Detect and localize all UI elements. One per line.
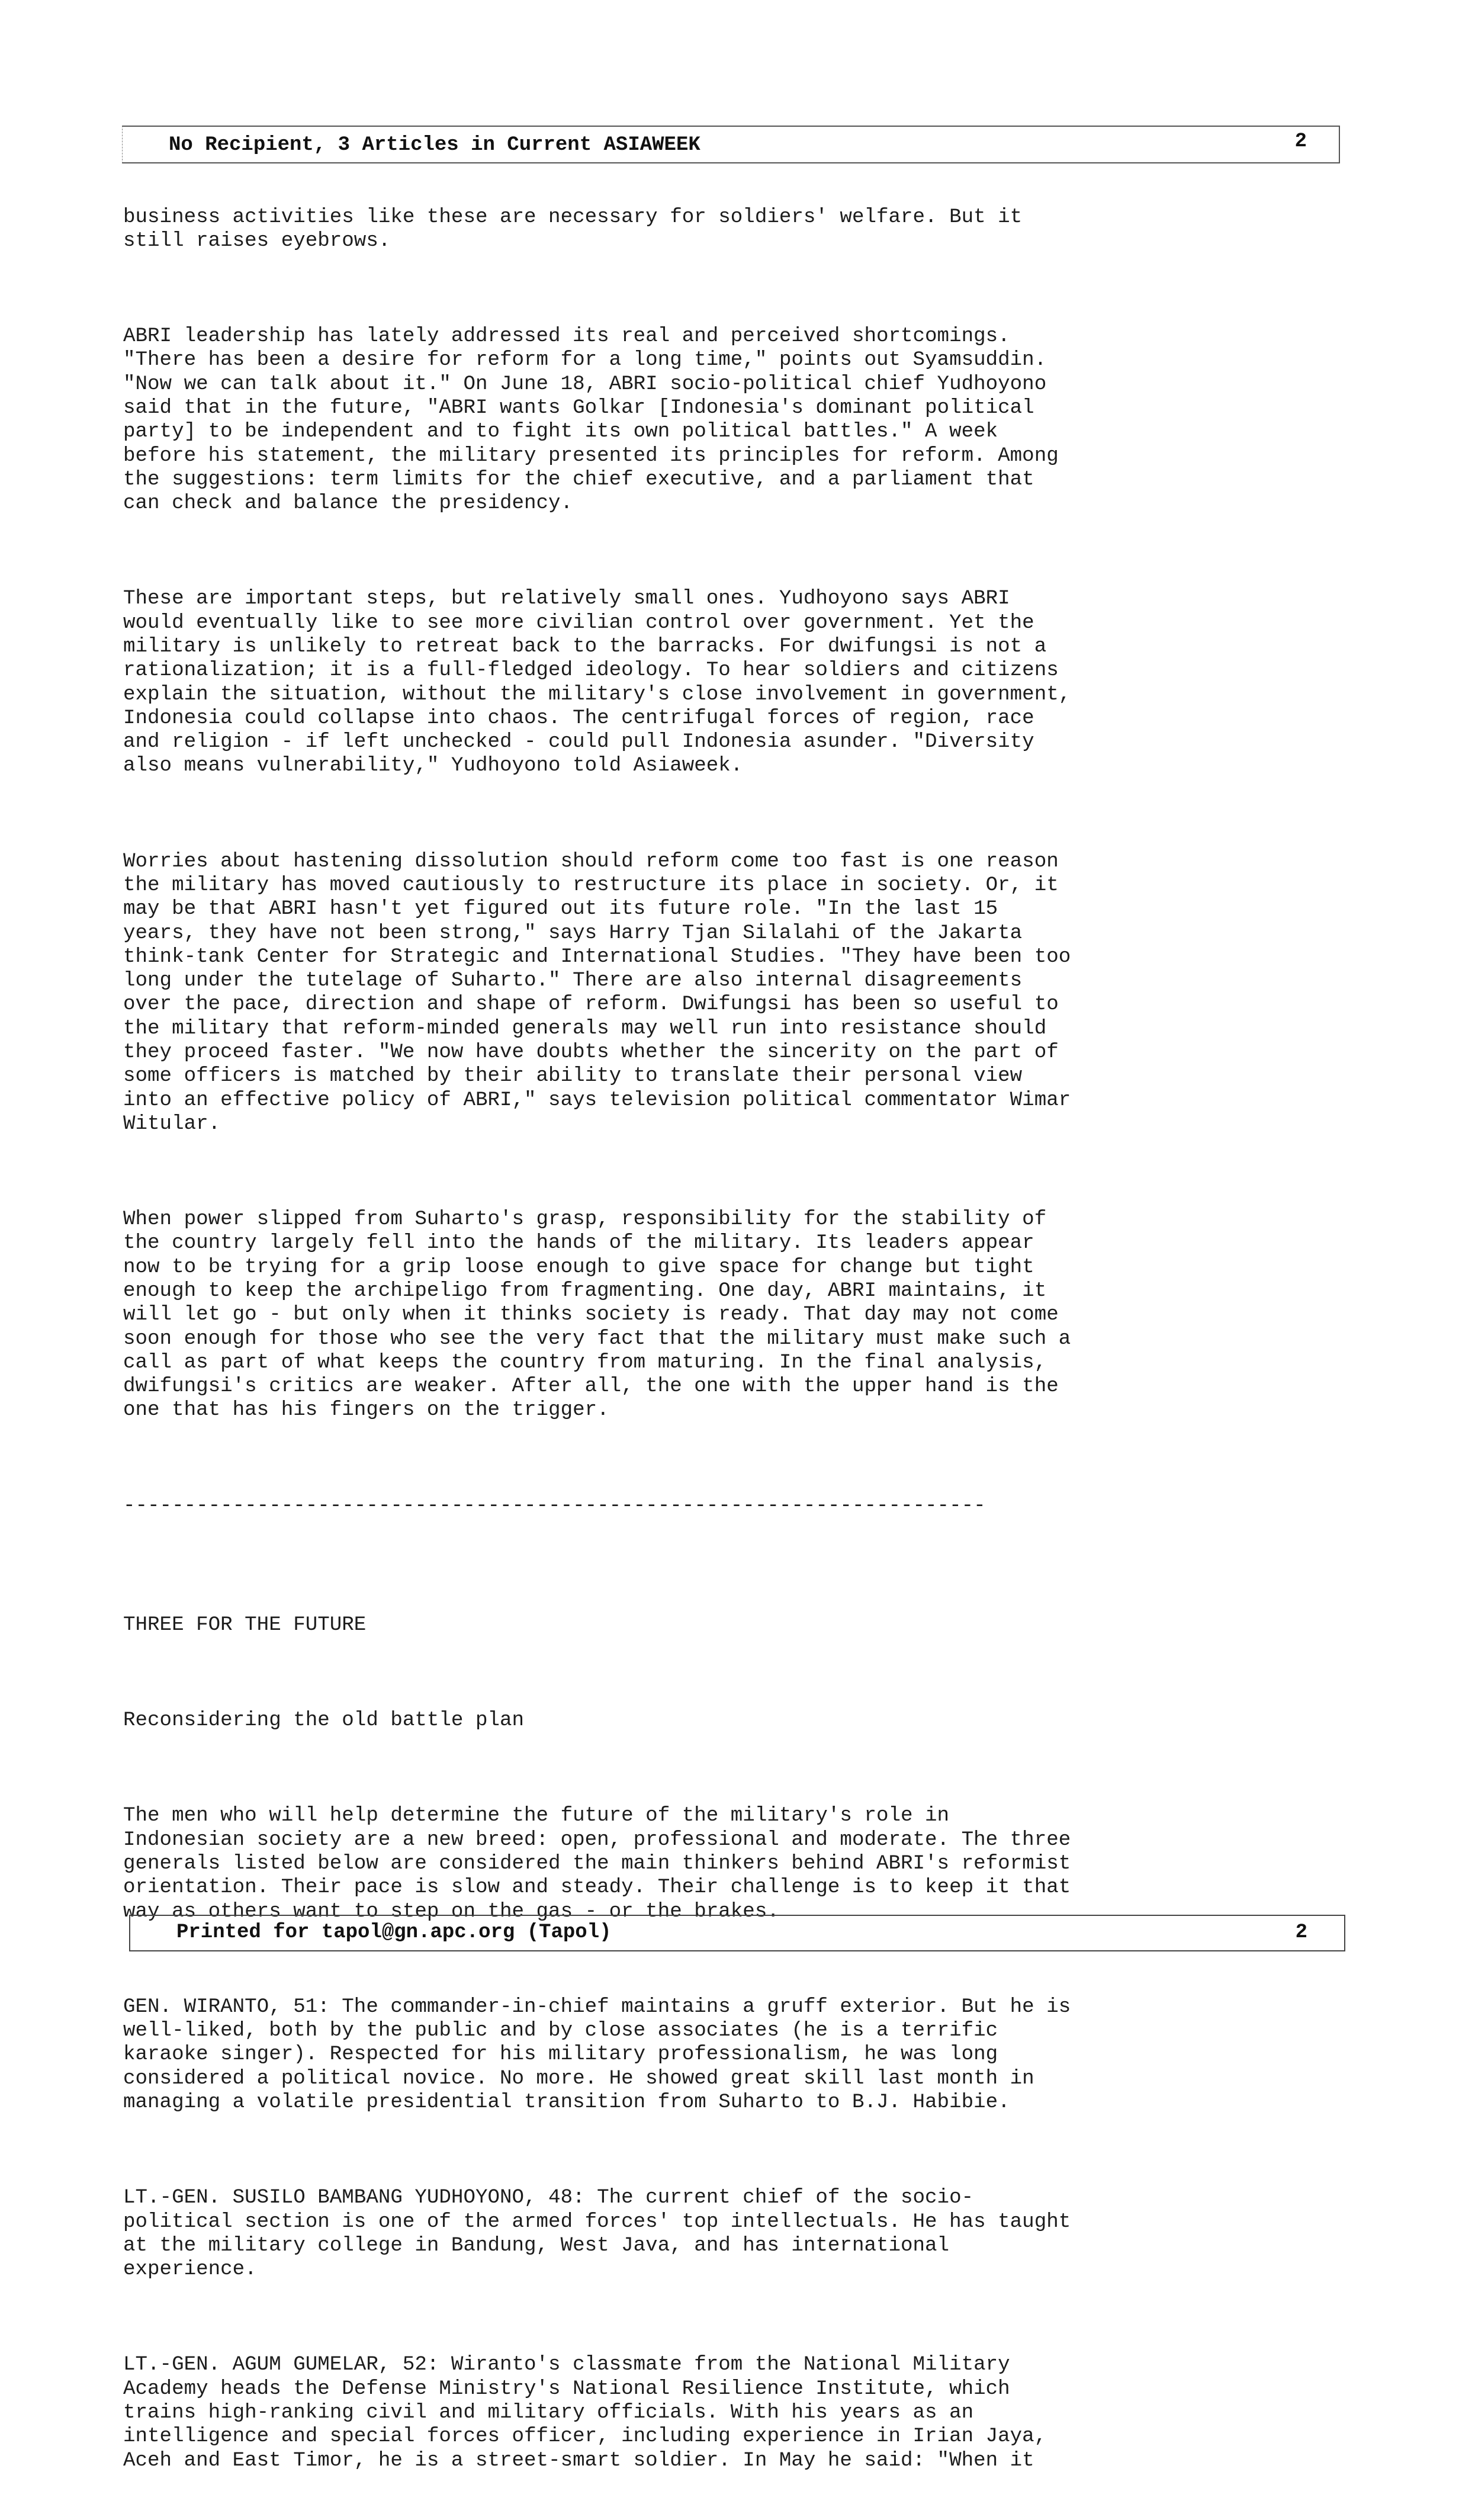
paragraph: The men who will help determine the future of the military's role in Indonesian society are a new breed: open, professional and moderate. The three generals listed below are considered the main thinkers behind ABRI's reformist orientation. Their pace is slow and steady. Their challenge is to keep it that way as others want to step on the gas - or the brakes. <box>123 1805 1071 1923</box>
paragraph: LT.-GEN. SUSILO BAMBANG YUDHOYONO, 48: The current chief of the socio- political section is one of the armed forces' top intellectuals. He has taught at the military college in Bandung, West Java, and has international experience. <box>123 2187 1071 2281</box>
header-title: No Recipient, 3 Articles in Current ASIAWEEK <box>169 134 700 156</box>
paragraph: business activities like these are necessary for soldiers' welfare. But it still raises eyebrows. <box>123 206 1023 252</box>
paragraph: These are important steps, but relatively small ones. Yudhoyono says ABRI would eventually like to see more civilian control over government. Yet the military is unlikely to retreat back to the barracks. For dwifungsi is not a rationalization; it is a full-fledged ideology. To hear soldiers and citizens explain the situation, without the military's close involvement in government, Indonesia could collapse into chaos. The centrifugal forces of region, race and religion - if left unchecked - could pull Indonesia asunder. "Diversity also means vulnerability," Yudhoyono told Asiaweek. <box>123 588 1071 778</box>
article-title: THREE FOR THE FUTURE <box>123 1614 367 1637</box>
paragraph: Worries about hastening dissolution should reform come too fast is one reason the military has moved cautiously to restructure its place in society. Or, it may be that ABRI hasn't yet figured out its future role. "In the last 15 years, they have not been strong," says Harry Tjan Silalahi of the Jakarta think-tank Center for Strategic and International Studies. "They have been too long under the tutelage of Suharto." There are also internal disagreements over the pace, direction and shape of reform. Dwifungsi has been so useful to the military that reform-minded generals may well run into resistance should they proceed faster. "We now have doubts whether the sincerity on the part of some officers is matched by their ability to translate their personal view into an effective policy of ABRI," says television political commentator Wimar Witular. <box>123 850 1071 1135</box>
page-footer <box>129 1915 1345 1951</box>
footer-text: Printed for tapol@gn.apc.org (Tapol) <box>176 1921 612 1944</box>
separator-line: ----------------------------------------------------------------------- <box>123 1494 986 1517</box>
paragraph: When power slipped from Suharto's grasp, responsibility for the stability of the country largely fell into the hands of the military. Its leaders appear now to be trying for a grip loose enough to give space for change but tight enough to keep the archipeligo from fragmenting. One day, ABRI maintains, it will let go - but only when it thinks society is ready. That day may not come soon enough for those who see the very fact that the military must make such a call as part of what keeps the country from maturing. In the final analysis, dwifungsi's critics are weaker. After all, the one with the upper hand is the one that has his fingers on the trigger. <box>123 1208 1071 1422</box>
article-subtitle: Reconsidering the old battle plan <box>123 1709 525 1732</box>
header-page-number: 2 <box>1294 130 1307 153</box>
paragraph: ABRI leadership has lately addressed its real and perceived shortcomings. "There has been a desire for reform for a long time," points out Syamsuddin. "Now we can talk about it." On June 18, ABRI socio-political chief Yudhoyono said that in the future, "ABRI wants Golkar [Indonesia's dominant political party] to be independent and to fight its own political battles." A week before his statement, the military presented its principles for reform. Among the suggestions: term limits for the chief executive, and a parliament that can check and balance the presidency. <box>123 325 1059 515</box>
paragraph: LT.-GEN. AGUM GUMELAR, 52: Wiranto's classmate from the National Military Academy heads the Defense Ministry's National Resilience Institute, which trains high-ranking civil and military officials. With his years as an intelligence and special forces officer, including experience in Irian Jaya, Aceh and East Timor, he is a street-smart soldier. In May he said: "When it <box>123 2354 1047 2472</box>
article-body <box>123 158 1319 2520</box>
footer-page-number: 2 <box>1295 1921 1307 1944</box>
paragraph: GEN. WIRANTO, 51: The commander-in-chief maintains a gruff exterior. But he is well-liked, both by the public and by close associates (he is a terrific karaoke singer). Respected for his military professionalism, he was long considered a political novice. No more. He showed great skill last month in managing a volatile presidential transition from Suharto to B.J. Habibie. <box>123 1995 1071 2114</box>
